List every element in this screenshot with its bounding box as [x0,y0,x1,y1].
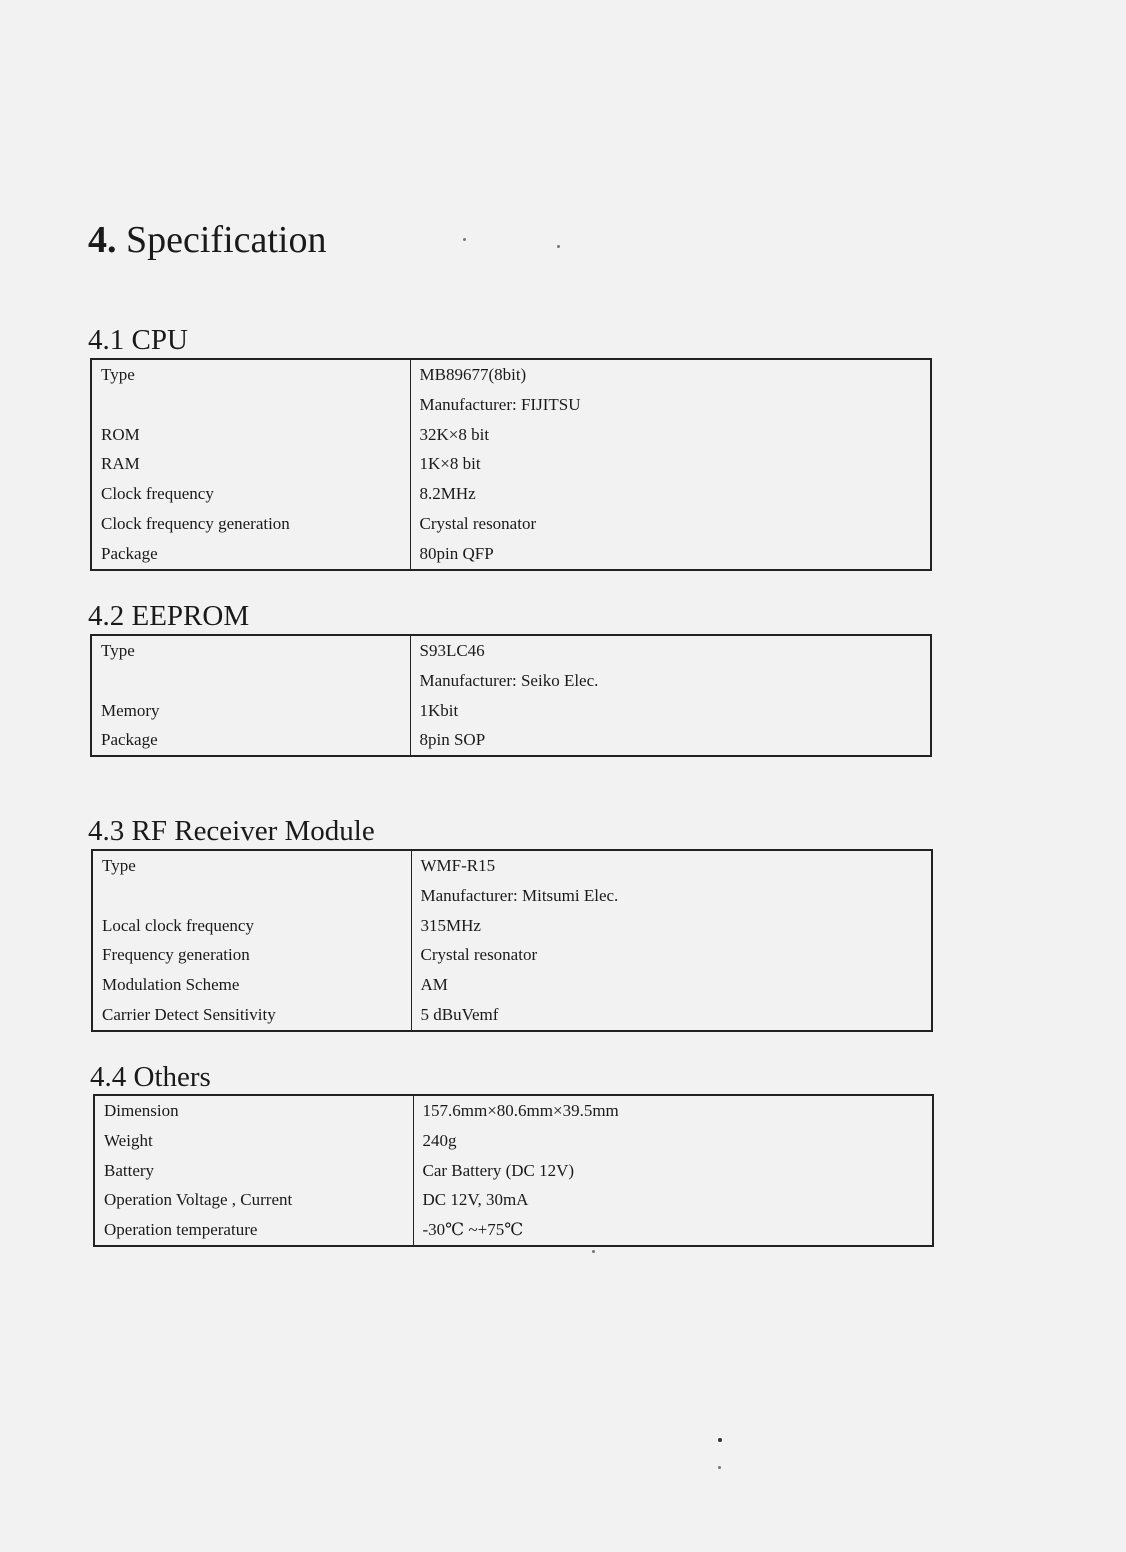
spec-value: Crystal resonator [419,513,537,533]
table-row [94,1185,933,1215]
spec-key: Carrier Detect Sensitivity [92,1000,411,1031]
spec-key: RAM [91,449,410,479]
spec-value: 8.2MHz [419,484,476,504]
title-number: 4. [88,219,117,261]
spec-key [91,390,410,420]
spec-key: Operation Voltage , Current [94,1185,413,1215]
spec-value: Car Battery (DC 12V) [422,1160,575,1180]
spec-key: Operation temperature [94,1215,413,1246]
spec-key [91,666,410,696]
table-row [91,666,931,696]
spec-key: ROM [91,420,410,450]
spec-key: Clock frequency generation [91,509,410,539]
section-heading-cpu: 4.1 CPU [88,324,188,356]
table-row [92,940,932,970]
table-row [94,1095,933,1126]
scan-speck [718,1466,721,1469]
spec-value: 5 dBuVemf [420,1004,499,1024]
spec-value: 80pin QFP [419,543,494,563]
spec-key: Type [91,359,410,390]
spec-value: Manufacturer: Seiko Elec. [419,670,599,690]
table-row [94,1215,933,1246]
spec-value: 157.6mm×80.6mm×39.5mm [422,1101,619,1120]
spec-value: WMF-R15 [420,856,496,875]
spec-key [92,881,411,911]
others-spec-table [93,1094,934,1247]
spec-value: Manufacturer: FIJITSU [419,394,581,414]
spec-key: Frequency generation [92,940,411,970]
spec-value: 315MHz [420,915,481,935]
table-row [91,390,931,420]
table-row [92,881,932,911]
table-row [94,1126,933,1156]
spec-key: Type [92,850,411,881]
table-row [92,850,932,881]
spec-key: Package [91,725,410,756]
table-row [91,420,931,450]
rf-receiver-spec-table [91,849,933,1032]
spec-key: Modulation Scheme [92,970,411,1000]
spec-value: MB89677(8bit) [419,365,527,384]
section-heading-eeprom: 4.2 EEPROM [88,600,250,632]
spec-value: AM [420,975,448,995]
table-row [91,539,931,570]
table-row [91,449,931,479]
scan-speck [557,245,560,248]
scan-speck [592,1250,595,1253]
spec-value: Manufacturer: Mitsumi Elec. [420,885,619,905]
section-heading-others: 4.4 Others [90,1061,211,1093]
spec-value: 1Kbit [419,700,459,720]
scan-speck [463,238,466,241]
spec-value: Crystal resonator [420,945,538,965]
spec-value: 240g [422,1130,457,1150]
spec-key: Local clock frequency [92,911,411,941]
table-row [92,970,932,1000]
table-row [92,1000,932,1031]
section-heading-rf-receiver: 4.3 RF Receiver Module [88,815,375,847]
spec-value: 1K×8 bit [419,454,481,474]
spec-value: 8pin SOP [419,730,486,750]
spec-key: Type [91,635,410,666]
spec-key: Clock frequency [91,479,410,509]
table-row [91,359,931,390]
table-row [91,696,931,726]
table-row [91,509,931,539]
title-text: Specification [126,219,327,261]
spec-key: Memory [91,696,410,726]
table-row [91,479,931,509]
table-row [94,1156,933,1186]
spec-key: Package [91,539,410,570]
spec-value: -30℃ ~+75℃ [422,1220,524,1240]
spec-key: Weight [94,1126,413,1156]
spec-key: Dimension [94,1095,413,1126]
scan-speck [718,1438,722,1442]
table-row [91,725,931,756]
table-row [91,635,931,666]
spec-value: 32K×8 bit [419,424,490,444]
spec-value: DC 12V, 30mA [422,1190,529,1210]
page-title [88,218,326,262]
spec-value: S93LC46 [419,641,485,660]
spec-key: Battery [94,1156,413,1186]
cpu-spec-table [90,358,932,571]
eeprom-spec-table [90,634,932,757]
table-row [92,911,932,941]
